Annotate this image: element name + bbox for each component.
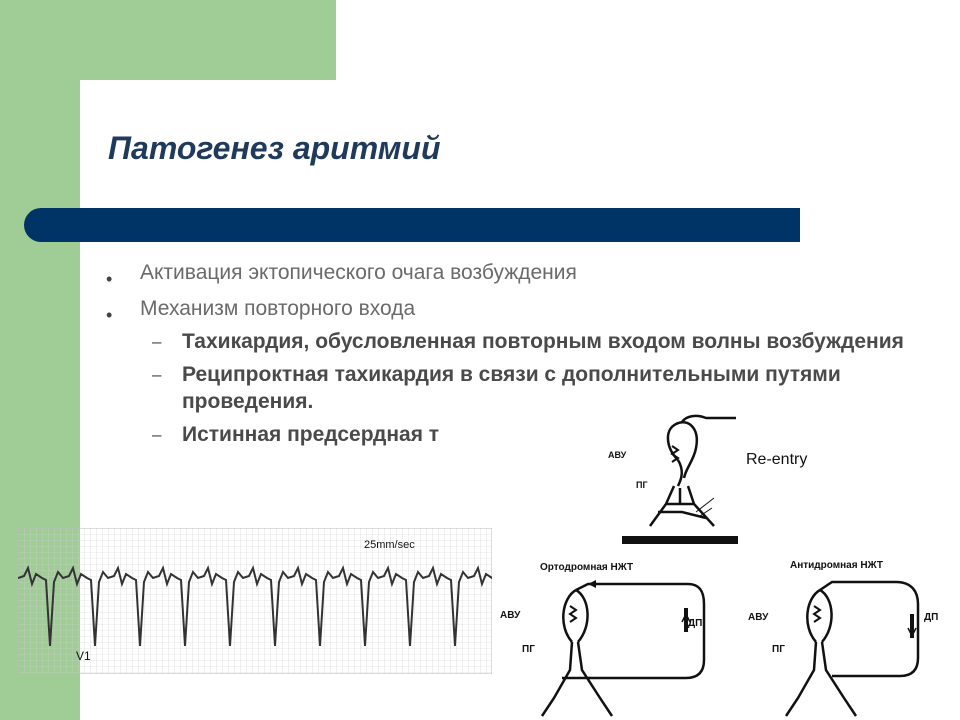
sub-bullet-item: [104, 328, 934, 355]
bullet-text: Активация эктопического очага возбуждения: [140, 261, 577, 284]
antidromic-avu-label: АВУ: [748, 612, 769, 623]
reentry-avu-label: АВУ: [608, 450, 627, 460]
antidromic-pg-label: ПГ: [772, 644, 785, 655]
orthodromic-avu-label: АВУ: [500, 610, 521, 621]
bullet-icon: •: [106, 305, 113, 325]
bullet-icon: •: [106, 269, 113, 289]
slide-title: Патогенез аритмий: [108, 130, 441, 166]
reentry-diagram: [596, 408, 836, 556]
bullet-text: Механизм повторного входа: [140, 297, 416, 320]
title-underline-bar: [24, 208, 800, 242]
antidromic-title: Антидромная НЖТ: [790, 560, 883, 571]
orthodromic-pg-label: ПГ: [522, 644, 535, 655]
orthodromic-title: Ортодромная НЖТ: [540, 562, 634, 573]
sub-bullet-text: Реципроктная тахикардия в связи с дополнительными путями проведения.: [182, 363, 841, 413]
bullet-item: [104, 294, 934, 324]
antidromic-diagram: [736, 548, 960, 720]
sub-bullet-text: Истинная предсердная т: [182, 423, 440, 446]
dash-icon: –: [152, 425, 162, 444]
ecg-speed-label: 25mm/sec: [364, 539, 415, 551]
sub-bullet-text: Тахикардия, обусловленная повторным входом волны возбуждения: [182, 330, 904, 353]
dash-icon: –: [152, 365, 162, 384]
orthodromic-diagram: [492, 548, 730, 720]
antidromic-dp-label: ДП: [924, 612, 939, 623]
reentry-label: Re-entry: [746, 451, 808, 468]
ecg-strip: [18, 528, 492, 674]
sub-bullet-item: [104, 361, 934, 415]
dash-icon: –: [152, 332, 162, 351]
bullet-item: [104, 258, 934, 288]
ecg-lead-label: V1: [76, 649, 91, 663]
green-header-block: [0, 0, 336, 80]
orthodromic-dp-label: ДП: [688, 618, 703, 629]
reentry-pg-label: ПГ: [636, 480, 648, 490]
